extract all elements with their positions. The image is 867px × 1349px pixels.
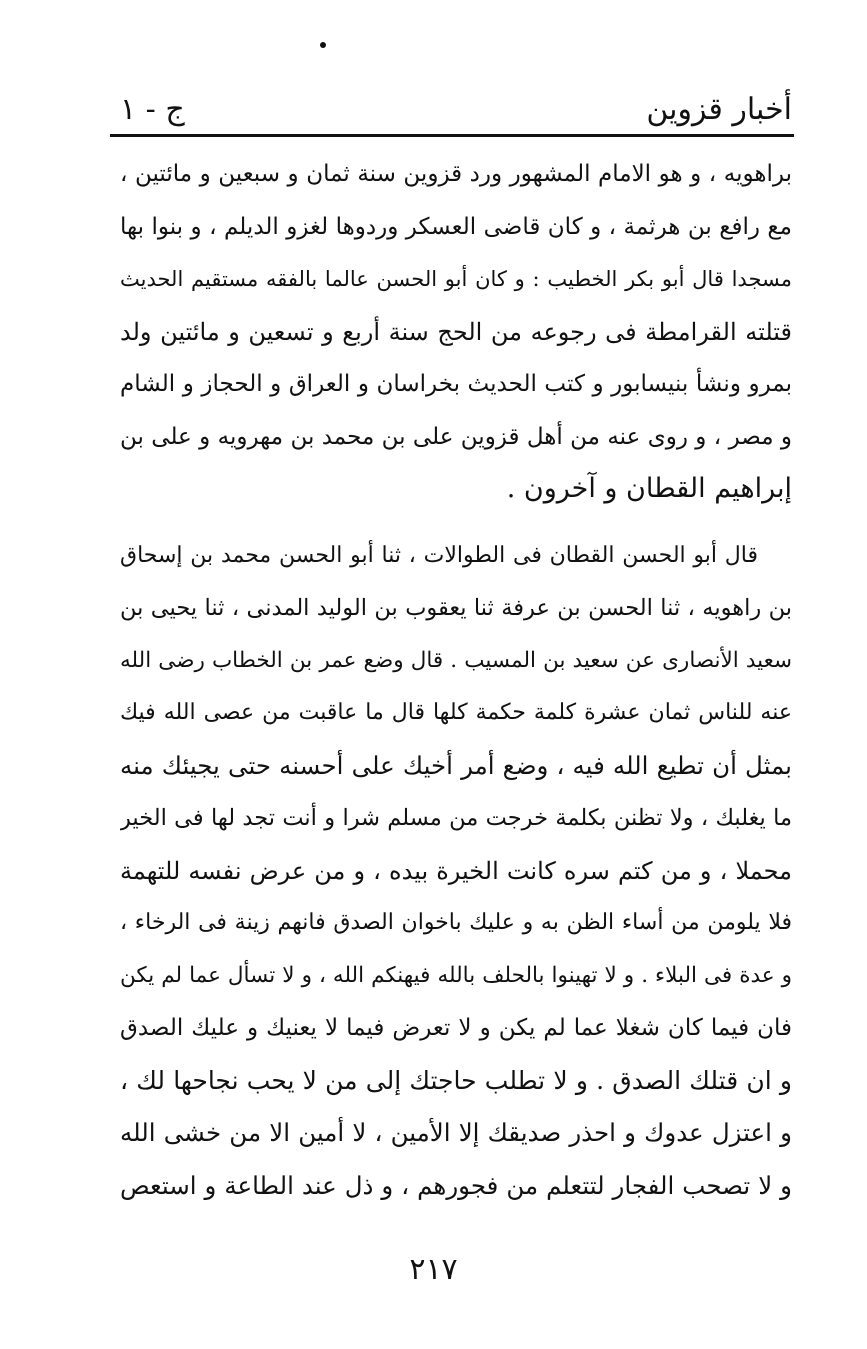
volume-label: ج - ١ (120, 92, 185, 127)
book-title: أخبار قزوين (646, 92, 792, 127)
text-line: إبراهيم القطان و آخرون . (506, 473, 792, 504)
page-number: ٢١٧ (409, 1252, 458, 1287)
paragraph-gap (120, 516, 792, 530)
ink-dot (320, 42, 326, 48)
running-header (112, 88, 792, 132)
text-line: مع رافع بن هرثمة ، و كان قاضى العسكر وردوها لغزو الديلم ، و بنوا بها (120, 213, 792, 240)
text-line: بمرو ونشأ بنيسابور و كتب الحديث بخراسان و العراق و الحجاز و الشام (120, 371, 792, 397)
paragraph (120, 530, 792, 1213)
text-line: و عدة فى البلاء . و لا تهينوا بالحلف بالله فيهنكم الله ، و لا تسأل عما لم يكن (120, 962, 792, 988)
text-line: مسجدا قال أبو بكر الخطيب : و كان أبو الحسن عالما بالفقه مستقيم الحديث (120, 267, 792, 291)
text-line: عنه للناس ثمان عشرة كلمة حكمة كلها قال ما عاقبت من عصى الله فيك (120, 700, 792, 725)
text-line: محملا ، و من كتم سره كانت الخيرة بيده ، و من عرض نفسه للتهمة (120, 856, 792, 885)
text-line: و لا تصحب الفجار لتتعلم من فجورهم ، و ذل عند الطاعة و استعص (120, 1170, 792, 1200)
text-line: براهويه ، و هو الامام المشهور ورد قزوين سنة ثمان و سبعين و مائتين ، (120, 161, 792, 187)
main-text (120, 148, 792, 1212)
text-line: ما يغلبك ، ولا تظنن بكلمة خرجت من مسلم شرا و أنت تجد لها فى الخير (120, 805, 792, 831)
text-line: قال أبو الحسن القطان فى الطوالات ، ثنا أبو الحسن محمد بن إسحاق (120, 542, 758, 568)
text-line: و مصر ، و روى عنه من أهل قزوين على بن محمد بن مهرويه و على بن (120, 423, 792, 450)
text-line: بمثل أن تطيع الله فيه ، وضع أمر أخيك على أحسنه حتى يجيئك منه (120, 750, 792, 780)
text-line: و اعتزل عدوك و احذر صديقك إلا الأمين ، لا أمين الا من خشى الله (120, 1118, 792, 1147)
text-line: قتلته القرامطة فى رجوعه من الحج سنة أربع و تسعين و مائتين ولد (120, 317, 792, 346)
header-rule (110, 134, 794, 137)
text-line: بن راهويه ، ثنا الحسن بن عرفة ثنا يعقوب بن الوليد المدنى ، ثنا يحيى بن (120, 595, 792, 621)
text-line: و ان قتلك الصدق . و لا تطلب حاجتك إلى من لا يحب نجاحها لك ، (120, 1065, 792, 1095)
paragraph (120, 148, 792, 516)
text-line: فلا يلومن من أساء الظن به و عليك باخوان الصدق فانهم زينة فى الرخاء ، (120, 910, 792, 935)
text-line: سعيد الأنصارى عن سعيد بن المسيب . قال وضع عمر بن الخطاب رضى الله (120, 647, 792, 673)
text-line: فان فيما كان شغلا عما لم يكن و لا تعرض فيما لا يعنيك و عليك الصدق (120, 1015, 792, 1041)
